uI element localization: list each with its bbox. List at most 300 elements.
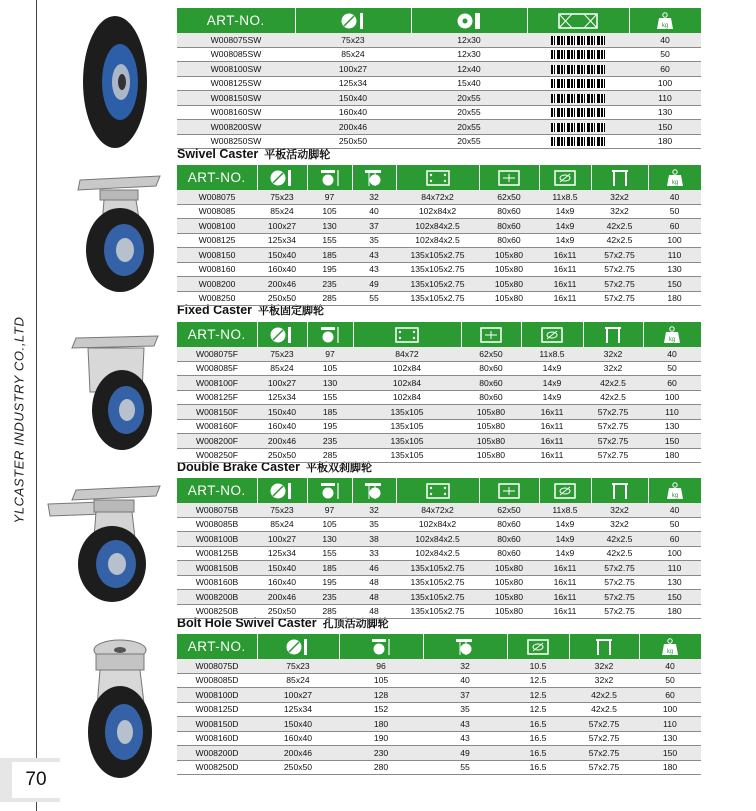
table-cell: 42x2.5 <box>591 233 648 248</box>
height-icon <box>319 169 341 187</box>
table-cell: 32x2 <box>583 361 643 376</box>
axle-bore-icon <box>609 482 631 500</box>
table-cell: W008075B <box>177 503 257 517</box>
table-cell: W008160SW <box>177 105 295 120</box>
table-cell: W008075D <box>177 659 257 673</box>
table-cell: 135x105x2.75 <box>396 291 479 306</box>
height-header <box>307 478 352 503</box>
table-cell: 135x105x2.75 <box>396 262 479 277</box>
svg-text:kg: kg <box>671 179 678 186</box>
table-cell: 135x105 <box>353 434 461 449</box>
table-cell: 14x9 <box>539 233 591 248</box>
table-cell: 100 <box>639 702 701 717</box>
wheel-spec-table <box>177 8 701 149</box>
table-row <box>177 376 701 391</box>
table-cell: 16.5 <box>507 760 569 775</box>
table-cell: 42x2.5 <box>569 688 639 703</box>
table-cell: 135x105 <box>353 405 461 420</box>
barcode-graphic <box>551 50 605 59</box>
table-cell: W008100D <box>177 688 257 703</box>
table-row <box>177 575 701 590</box>
table-cell: 50 <box>639 673 701 688</box>
table-cell: 12x30 <box>411 47 527 62</box>
table-cell: 130 <box>639 731 701 746</box>
barcode-graphic <box>551 65 605 74</box>
table-cell: 180 <box>639 760 701 775</box>
table-cell: 14x9 <box>521 376 583 391</box>
table-cell: 48 <box>352 604 396 619</box>
table-row <box>177 760 701 775</box>
table-cell: 16x11 <box>539 604 591 619</box>
packing-barcode-cell <box>527 105 629 120</box>
table-cell: 100 <box>648 233 701 248</box>
table-row <box>177 262 701 277</box>
table-cell: 14x9 <box>521 361 583 376</box>
table-cell: 180 <box>339 717 423 732</box>
packing-barcode-cell <box>527 120 629 135</box>
table-cell: 40 <box>423 673 507 688</box>
bolt-hole-spacing-icon <box>497 169 521 187</box>
height-icon <box>319 326 341 344</box>
height-header <box>307 165 352 190</box>
table-row <box>177 76 701 91</box>
table-cell: 135x105x2.75 <box>396 604 479 619</box>
table-cell: 32x2 <box>569 673 639 688</box>
art-no-header: ART-NO. <box>177 165 257 190</box>
table-cell: 102x84x2.5 <box>396 219 479 234</box>
table-cell: 152 <box>339 702 423 717</box>
table-cell: 105 <box>307 204 352 219</box>
table-cell: 55 <box>423 760 507 775</box>
table-cell: W008125F <box>177 390 257 405</box>
table-cell: W008075SW <box>177 33 295 47</box>
diameter-width-icon <box>269 169 295 187</box>
table-cell: 12x40 <box>411 62 527 77</box>
fixed-caster-table <box>177 322 701 463</box>
table-cell: W008085SW <box>177 47 295 62</box>
packing-barcode-cell <box>527 62 629 77</box>
bolt-size-icon <box>540 326 564 344</box>
table-cell: 135x105x2.75 <box>396 575 479 590</box>
table-cell: 12.5 <box>507 688 569 703</box>
table-cell: 100x27 <box>295 62 411 77</box>
table-cell: 32x2 <box>591 204 648 219</box>
dia-header <box>257 165 307 190</box>
load-capacity-kg-icon <box>656 12 674 30</box>
table-cell: 35 <box>352 517 396 532</box>
table-cell: 110 <box>648 561 701 576</box>
bore-header <box>591 165 648 190</box>
table-cell: 250x50 <box>257 760 339 775</box>
table-cell: 105x80 <box>479 604 539 619</box>
table-cell: 128 <box>339 688 423 703</box>
table-row <box>177 405 701 420</box>
table-cell: 105x80 <box>479 277 539 292</box>
axle-bore-icon <box>593 638 615 656</box>
table-cell: W008085B <box>177 517 257 532</box>
table-cell: 135x105x2.75 <box>396 590 479 605</box>
side-strip <box>0 0 37 811</box>
table-row <box>177 448 701 463</box>
table-cell: 57x2.75 <box>569 731 639 746</box>
svg-text:kg: kg <box>671 492 678 499</box>
table-cell: 40 <box>629 33 701 47</box>
table-cell: 62x50 <box>479 503 539 517</box>
height-icon <box>319 482 341 500</box>
table-cell: 85x24 <box>257 361 307 376</box>
table-row <box>177 517 701 532</box>
table-cell: 200x46 <box>295 120 411 135</box>
table-cell: 200x46 <box>257 590 307 605</box>
table-cell: 57x2.75 <box>591 262 648 277</box>
table-cell: 84x72x2 <box>396 503 479 517</box>
table-cell: 100 <box>629 76 701 91</box>
table-cell: W008085D <box>177 673 257 688</box>
barcode-graphic <box>551 36 605 45</box>
table-cell: 60 <box>648 219 701 234</box>
art-no-header: ART-NO. <box>177 322 257 347</box>
load-header <box>648 478 701 503</box>
table-cell: 160x40 <box>257 575 307 590</box>
table-cell: W008150B <box>177 561 257 576</box>
load-capacity-kg-icon <box>666 482 684 500</box>
table-cell: 55 <box>352 291 396 306</box>
table-cell: 32x2 <box>591 503 648 517</box>
table-cell: W008250 <box>177 291 257 306</box>
table-cell: 130 <box>307 532 352 547</box>
table-cell: 16x11 <box>521 419 583 434</box>
table-cell: 110 <box>629 91 701 106</box>
table-cell: 11x8.5 <box>539 503 591 517</box>
table-cell: 57x2.75 <box>569 746 639 761</box>
table-cell: 57x2.75 <box>591 561 648 576</box>
table-row <box>177 746 701 761</box>
offset-header <box>352 478 396 503</box>
table-cell: 10.5 <box>507 659 569 673</box>
table-cell: 180 <box>643 448 701 463</box>
table-row <box>177 419 701 434</box>
table-cell: 105 <box>307 361 353 376</box>
table-cell: 80x60 <box>461 361 521 376</box>
table-row <box>177 688 701 703</box>
table-cell: 100x27 <box>257 376 307 391</box>
table-cell: 16x11 <box>539 277 591 292</box>
table-cell: 16x11 <box>539 575 591 590</box>
table-cell: W008200 <box>177 277 257 292</box>
table-cell: 155 <box>307 546 352 561</box>
table-cell: W008100B <box>177 532 257 547</box>
table-cell: 105x80 <box>479 575 539 590</box>
holes-header <box>479 478 539 503</box>
table-cell: W008085F <box>177 361 257 376</box>
table-cell: 97 <box>307 503 352 517</box>
table-cell: 110 <box>639 717 701 732</box>
table-cell: 185 <box>307 561 352 576</box>
table-cell: 125x34 <box>257 702 339 717</box>
table-row <box>177 277 701 292</box>
plate-header <box>396 478 479 503</box>
packing-barcode-cell <box>527 91 629 106</box>
barcode-graphic <box>551 137 605 146</box>
table-cell: W008125B <box>177 546 257 561</box>
table-cell: 250x50 <box>257 291 307 306</box>
holes-header <box>461 322 521 347</box>
svg-text:kg: kg <box>667 648 674 655</box>
table-cell: W008100 <box>177 219 257 234</box>
table-cell: 42x2.5 <box>583 376 643 391</box>
table-cell: 46 <box>352 561 396 576</box>
table-cell: W008150 <box>177 248 257 263</box>
table-cell: 105x80 <box>461 419 521 434</box>
table-row <box>177 361 701 376</box>
holes-header <box>479 165 539 190</box>
offset-icon <box>454 638 476 656</box>
table-cell: 14x9 <box>539 517 591 532</box>
table-cell: 49 <box>352 277 396 292</box>
bolt-hole-caster-image <box>62 632 172 782</box>
table-row <box>177 248 701 263</box>
table-cell: 57x2.75 <box>591 277 648 292</box>
table-cell: 40 <box>643 347 701 361</box>
table-cell: 200x46 <box>257 277 307 292</box>
table-cell: 135x105x2.75 <box>396 248 479 263</box>
table-cell: 85x24 <box>257 517 307 532</box>
table-cell: 102x84x2 <box>396 204 479 219</box>
barcode-graphic <box>551 94 605 103</box>
table-cell: W008125SW <box>177 76 295 91</box>
bore-header <box>591 478 648 503</box>
table-cell: 20x55 <box>411 105 527 120</box>
load-capacity-kg-icon <box>666 169 684 187</box>
table-cell: 105 <box>307 517 352 532</box>
table-cell: 200x46 <box>257 746 339 761</box>
table-cell: 100x27 <box>257 219 307 234</box>
table-cell: 285 <box>307 448 353 463</box>
table-cell: 97 <box>307 190 352 204</box>
bore-header <box>569 634 639 659</box>
table-cell: 50 <box>643 361 701 376</box>
table-cell: 60 <box>629 62 701 77</box>
bolt-size-icon <box>526 638 550 656</box>
table-cell: 102x84x2.5 <box>396 233 479 248</box>
table-cell: 195 <box>307 262 352 277</box>
table-cell: W008200F <box>177 434 257 449</box>
table-cell: 130 <box>629 105 701 120</box>
bolt-size-icon <box>553 169 577 187</box>
table-cell: 100 <box>648 546 701 561</box>
table-cell: 280 <box>339 760 423 775</box>
load-capacity-kg-icon <box>663 326 681 344</box>
table-cell: W008200SW <box>177 120 295 135</box>
table-cell: 160x40 <box>257 731 339 746</box>
table-cell: 62x50 <box>461 347 521 361</box>
table-cell: 85x24 <box>257 204 307 219</box>
table-cell: 150x40 <box>295 91 411 106</box>
table-cell: W008100F <box>177 376 257 391</box>
load-header <box>648 165 701 190</box>
plate-size-icon <box>425 169 451 187</box>
table-cell: 180 <box>629 134 701 149</box>
table-cell: 125x34 <box>257 233 307 248</box>
table-cell: 285 <box>307 604 352 619</box>
table-cell: 16.5 <box>507 731 569 746</box>
table-cell: W008150SW <box>177 91 295 106</box>
table-cell: 75x23 <box>257 347 307 361</box>
table-cell: 50 <box>629 47 701 62</box>
bolt-hole-caster-title: Bolt Hole Swivel Caster 孔顶活动脚轮 <box>177 616 389 630</box>
table-row <box>177 390 701 405</box>
table-cell: 105x80 <box>479 590 539 605</box>
plate-size-icon <box>425 482 451 500</box>
table-cell: 42x2.5 <box>583 390 643 405</box>
bolt-header <box>507 634 569 659</box>
table-cell: 285 <box>307 291 352 306</box>
diameter-width-header <box>295 8 411 33</box>
table-row <box>177 532 701 547</box>
bolt-size-icon <box>553 482 577 500</box>
table-cell: 60 <box>639 688 701 703</box>
table-cell: 150 <box>643 434 701 449</box>
table-cell: 105x80 <box>479 561 539 576</box>
table-cell: 14x9 <box>539 532 591 547</box>
table-cell: 48 <box>352 575 396 590</box>
table-cell: 57x2.75 <box>591 575 648 590</box>
table-cell: 50 <box>648 204 701 219</box>
load-capacity-kg-icon <box>661 638 679 656</box>
table-cell: 230 <box>339 746 423 761</box>
table-cell: 105 <box>339 673 423 688</box>
packing-barcode-cell <box>527 33 629 47</box>
table-cell: 150 <box>629 120 701 135</box>
table-cell: 105x80 <box>461 405 521 420</box>
table-cell: W008160D <box>177 731 257 746</box>
table-cell: 16x11 <box>539 561 591 576</box>
table-cell: 32 <box>423 659 507 673</box>
load-header <box>639 634 701 659</box>
diameter-width-icon <box>269 326 295 344</box>
table-cell: 57x2.75 <box>591 604 648 619</box>
table-cell: 235 <box>307 434 353 449</box>
table-cell: 80x60 <box>479 233 539 248</box>
table-cell: W008250SW <box>177 134 295 149</box>
table-cell: 32x2 <box>591 517 648 532</box>
swivel-caster-image <box>60 170 170 295</box>
table-cell: 14x9 <box>539 204 591 219</box>
table-cell: 16x11 <box>539 262 591 277</box>
table-row <box>177 62 701 77</box>
table-cell: 105x80 <box>461 448 521 463</box>
bolt-hole-spacing-icon <box>479 326 503 344</box>
table-cell: 250x50 <box>257 604 307 619</box>
packing-box-icon <box>558 13 598 29</box>
table-cell: 155 <box>307 390 353 405</box>
barcode-graphic <box>551 79 605 88</box>
table-cell: 135x105x2.75 <box>396 277 479 292</box>
table-cell: 40 <box>648 503 701 517</box>
table-cell: 250x50 <box>295 134 411 149</box>
table-cell: 14x9 <box>539 546 591 561</box>
table-cell: 12.5 <box>507 702 569 717</box>
swivel-caster-table <box>177 165 701 306</box>
table-row <box>177 503 701 517</box>
table-cell: 100x27 <box>257 532 307 547</box>
table-cell: 75x23 <box>257 659 339 673</box>
table-cell: 160x40 <box>257 262 307 277</box>
height-icon <box>370 638 392 656</box>
table-cell: 38 <box>352 532 396 547</box>
table-cell: 125x34 <box>295 76 411 91</box>
table-cell: 105x80 <box>461 434 521 449</box>
table-cell: 195 <box>307 575 352 590</box>
table-cell: W008160F <box>177 419 257 434</box>
table-cell: 20x55 <box>411 134 527 149</box>
table-cell: 84x72 <box>353 347 461 361</box>
table-cell: W008085 <box>177 204 257 219</box>
table-cell: 62x50 <box>479 190 539 204</box>
table-cell: 40 <box>639 659 701 673</box>
table-cell: 57x2.75 <box>569 760 639 775</box>
table-cell: 42x2.5 <box>591 532 648 547</box>
table-cell: W008200B <box>177 590 257 605</box>
page-number-tab <box>0 758 60 802</box>
table-cell: 40 <box>648 190 701 204</box>
table-cell: 80x60 <box>479 546 539 561</box>
table-cell: 32 <box>352 503 396 517</box>
brake-caster-table <box>177 478 701 619</box>
table-cell: 85x24 <box>257 673 339 688</box>
fixed-caster-title: Fixed Caster 平板固定脚轮 <box>177 303 325 317</box>
packing-barcode-cell <box>527 134 629 149</box>
diameter-width-icon <box>339 12 367 30</box>
table-cell: 75x23 <box>257 503 307 517</box>
dia-header <box>257 478 307 503</box>
table-cell: 100 <box>643 390 701 405</box>
table-cell: 80x60 <box>461 376 521 391</box>
table-cell: 32x2 <box>583 347 643 361</box>
brand-name: YLCASTER INDUSTRY CO.,LTD <box>11 316 27 524</box>
brake-caster-title: Double Brake Caster 平板双刹脚轮 <box>177 460 372 474</box>
table-cell: 105x80 <box>479 248 539 263</box>
table-cell: 130 <box>307 376 353 391</box>
table-cell: 35 <box>423 702 507 717</box>
table-cell: 42x2.5 <box>591 546 648 561</box>
table-cell: 43 <box>423 717 507 732</box>
table-cell: 57x2.75 <box>583 434 643 449</box>
table-cell: 150x40 <box>257 561 307 576</box>
table-cell: 185 <box>307 248 352 263</box>
table-cell: 37 <box>352 219 396 234</box>
load-header <box>643 322 701 347</box>
table-cell: 40 <box>352 204 396 219</box>
height-header <box>339 634 423 659</box>
table-cell: 14x9 <box>539 219 591 234</box>
table-cell: 16.5 <box>507 746 569 761</box>
table-row <box>177 702 701 717</box>
table-row <box>177 604 701 619</box>
table-cell: 35 <box>352 233 396 248</box>
table-cell: W008160 <box>177 262 257 277</box>
table-cell: 16x11 <box>539 248 591 263</box>
table-cell: 50 <box>648 517 701 532</box>
table-cell: 84x72x2 <box>396 190 479 204</box>
table-cell: 43 <box>423 731 507 746</box>
table-cell: 16x11 <box>521 434 583 449</box>
table-cell: 110 <box>648 248 701 263</box>
art-no-header: ART-NO. <box>177 634 257 659</box>
barcode-graphic <box>551 123 605 132</box>
table-cell: 80x60 <box>479 517 539 532</box>
table-cell: 160x40 <box>295 105 411 120</box>
